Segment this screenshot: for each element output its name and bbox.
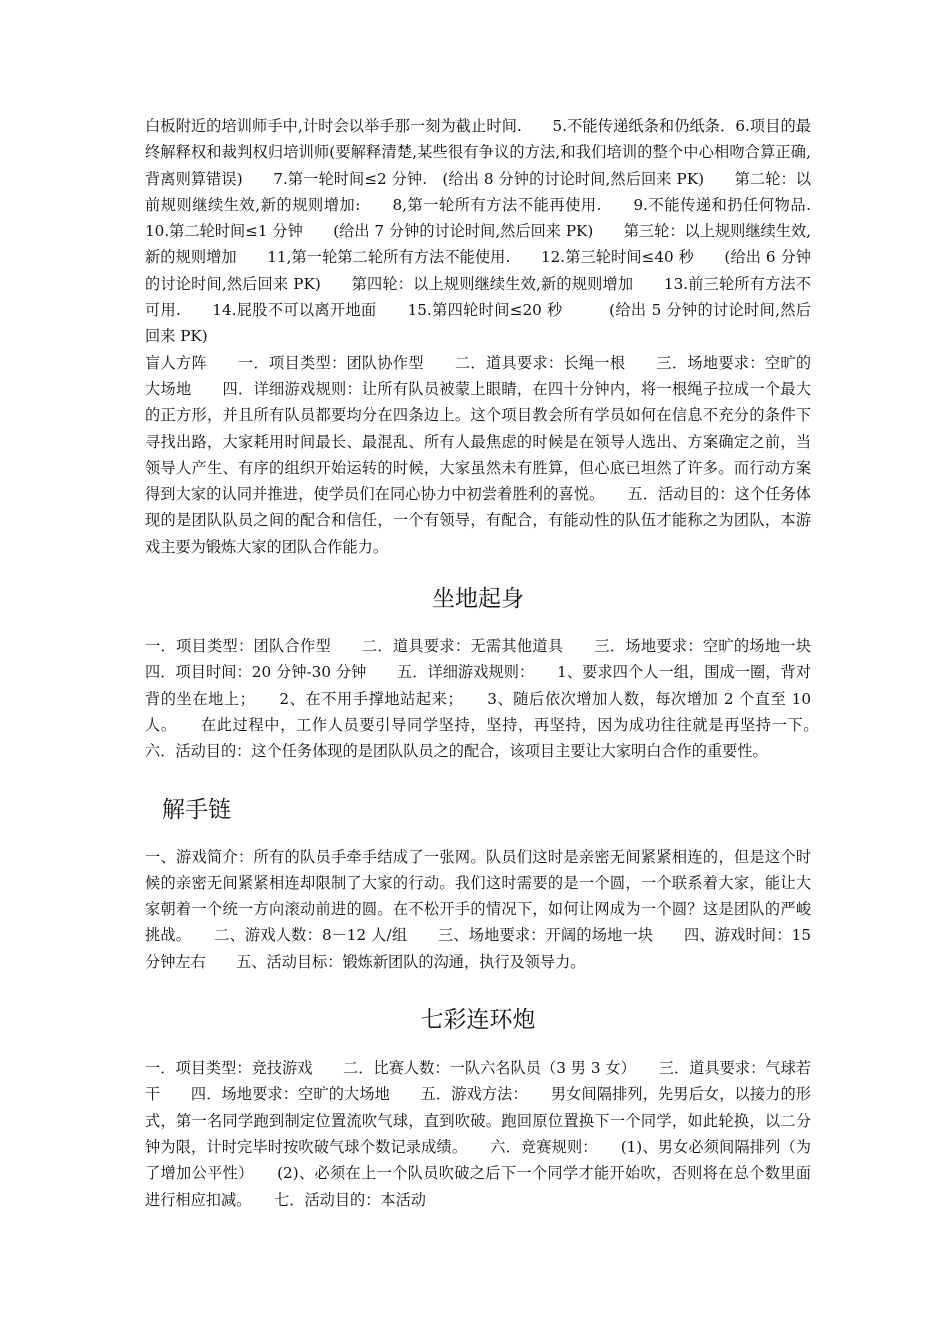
rules-paragraph: 白板附近的培训师手中,计时会以举手那一刻为截止时间. 5.不能传递纸条和仍纸条．6.项目的最终解释权和裁判权归培训师(要解释清楚,某些很有争议的方法,和我们培训的整个中心相吻合算正确,背离则算错误) 7.第一轮时间≤2 分钟. (给出 8 分钟的讨论时间,然后回来 PK) 第二轮：以前规则继续生效,新的规则增加: 8,第一轮所有方法不能再使用. 9.不能传递和扔任何物品. 10.第二轮时间≤1 分钟 (给出 7 分钟的讨论时间,然后回来 PK) 第三轮：以上规则继续生效,新的规则增加 11,第一轮第二轮所有方法不能使用. 12.第三轮时间≤40 秒 (给出 6 分钟的讨论时间,然后回来 PK) 第四轮：以上规则继续生效,新的规则增加 13.前三轮所有方法不可用. 14.屁股不可以离开地面 15.第四轮时间≤20 秒 (给出 5 分钟的讨论时间,然后回来 PK) xyxy=(145,117,842,346)
section-heading-human-knot: 解手链 xyxy=(162,796,231,823)
sit-stand-paragraph: 一．项目类型：团队合作型 二．道具要求：无需其他道具 三．场地要求：空旷的场地一块 四．项目时间：20 分钟-30 分钟 五．详细游戏规则： 1、要求四个人一组，围成一圈，背对背的坐在地上； 2、在不用手撑地站起来； 3、随后依次增加人数，每次增加 2 个直至 10 人。 在此过程中，工作人员要引导同学坚持，坚持，再坚持，因为成功往往就是再坚持一下。 六．活动目的：这个任务体现的是团队队员之的配合，该项目主要让大家明白合作的重要性。 xyxy=(145,637,842,761)
balloon-relay-paragraph: 一．项目类型：竞技游戏 二．比赛人数：一队六名队员（3 男 3 女） 三．道具要求：气球若干 四．场地要求：空旷的大场地 五．游戏方法： 男女间隔排列，先男后女，以接力的形式，第一名同学跑到制定位置流吹气球，直到吹破。跑回原位置换下一个同学，如此轮换，以二分钟为限，计时完毕时按吹破气球个数记录成绩。 六．竞赛规则： (1)、男女必须间隔排列（为了增加公平性） (2)、必须在上一个队员吹破之后下一个同学才能开始吹，否则将在总个数里面进行相应扣减。 七．活动目的：本活动 xyxy=(145,1059,811,1209)
human-knot-paragraph: 一、游戏简介：所有的队员手牵手结成了一张网。队员们这时是亲密无间紧紧相连的，但是这个时候的亲密无间紧紧相连却限制了大家的行动。我们这时需要的是一个圆，一个联系着大家，能让大家朝着一个统一方向滚动前进的圆。在不松开手的情况下，如何让网成为一个圆？这是团队的严峻挑战。 二、游戏人数：8－12 人/组 三、场地要求：开阔的场地一块 四、游戏时间：15 分钟左右 五、活动目标：锻炼新团队的沟通，执行及领导力。 xyxy=(145,847,811,971)
section-heading-balloon-relay: 七彩连环炮 xyxy=(420,1007,536,1034)
document-page xyxy=(145,113,842,1213)
section-heading-sit-stand: 坐地起身 xyxy=(432,586,524,613)
blind-square-paragraph: 盲人方阵 一．项目类型：团队协作型 二．道具要求：长绳一根 三．场地要求：空旷的大场地 四．详细游戏规则：让所有队员被蒙上眼睛，在四十分钟内，将一根绳子拉成一个最大的正方形，并且所有队员都要均分在四条边上。这个项目教会所有学员如何在信息不充分的条件下寻找出路，大家耗用时间最长、最混乱、所有人最焦虑的时候是在领导人选出、方案确定之前，当领导人产生、有序的组织开始运转的时候，大家虽然未有胜算，但心底已坦然了许多。而行动方案得到大家的认同并推进，使学员们在同心协力中初尝着胜利的喜悦。 五．活动目的：这个任务体现的是团队队员之间的配合和信任，一个有领导，有配合，有能动性的队伍才能称之为团队，本游戏主要为锻炼大家的团队合作能力。 xyxy=(145,353,811,556)
